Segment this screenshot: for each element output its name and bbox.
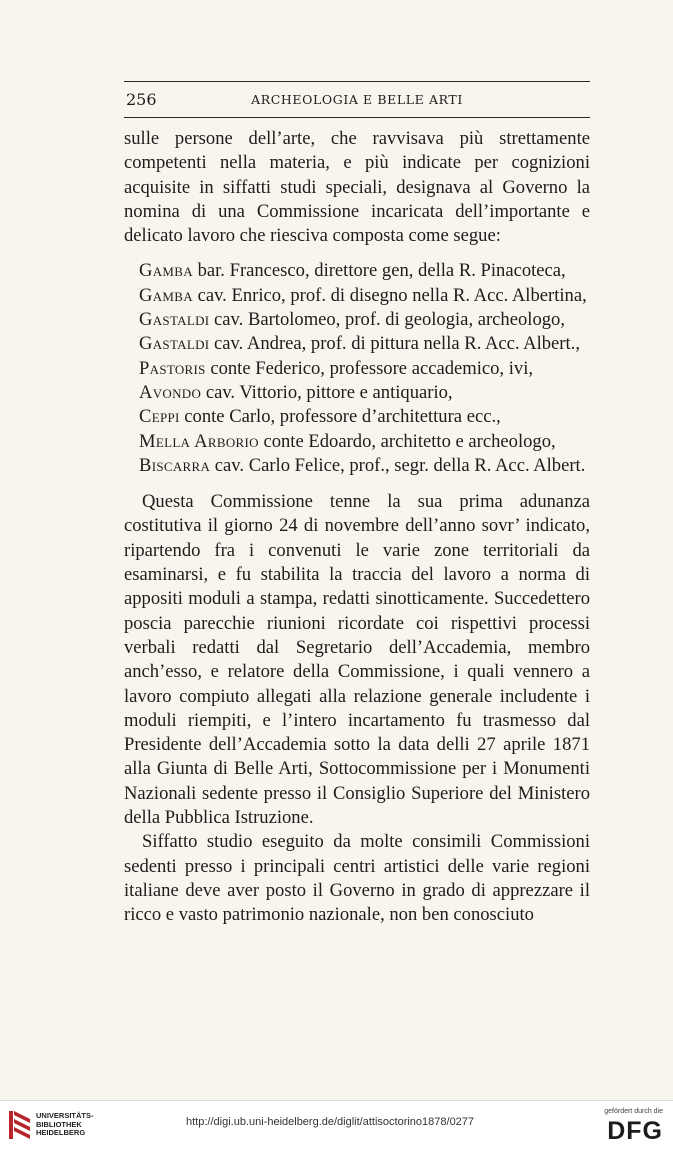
member-details: cav. Enrico, prof. di disegno nella R. Acc. Albertina,	[192, 284, 587, 306]
member-details: conte Carlo, professore d’architettura ecc.,	[179, 406, 501, 428]
member-name: Gamba	[139, 260, 193, 282]
viewer-footer	[0, 1100, 673, 1151]
member-list	[124, 259, 590, 478]
member-details: conte Edoardo, architetto e archeologo,	[258, 430, 556, 452]
member-details: cav. Vittorio, pittore e antiquario,	[201, 381, 453, 403]
header-rule-bottom	[124, 117, 590, 118]
member-name: Gastaldi	[139, 309, 210, 331]
member-details: conte Federico, professore accademico, ivi,	[205, 357, 534, 379]
member-item	[139, 430, 590, 454]
body-text	[124, 127, 590, 928]
library-line: BIBLIOTHEK	[36, 1119, 82, 1129]
paragraph-3: Siffatto studio eseguito da molte consimili Commissioni sedenti presso i principali centri artistici delle varie regioni italiane deve aver posto il Governo in grado di apprezzare il ricco e vasto patrimonio nazionale, non ben conosciuto	[124, 831, 590, 926]
member-name: Biscarra	[139, 454, 211, 476]
paragraph-1: sulle persone dell’arte, che ravvisava più strettamente competenti nella materia, e più indicate per cognizioni acquisite in siffatti studi speciali, designava al Governo la nomina di una Commissione incaricata dell’importante e delicato lavoro che riesciva composta come segue:	[124, 128, 590, 247]
member-item	[139, 454, 590, 478]
library-line: HEIDELBERG	[36, 1128, 86, 1137]
page-header	[124, 90, 590, 112]
member-details: cav. Carlo Felice, prof., segr. della R. Acc. Albert.	[210, 454, 586, 476]
member-details: cav. Andrea, prof. di pittura nella R. Acc. Albert.,	[209, 333, 580, 355]
member-details: cav. Bartolomeo, prof. di geologia, archeologo,	[209, 309, 565, 331]
running-title: ARCHEOLOGIA E BELLE ARTI	[251, 92, 463, 107]
member-details: bar. Francesco, direttore gen, della R. Pinacoteca,	[192, 260, 566, 282]
paragraph-2: Questa Commissione tenne la sua prima adunanza costitutiva il giorno 24 di novembre dell’anno sovr’ indicato, ripartendo fra i convenuti le varie zone territoriali da esaminarsi, e fu stabilita la traccia del lavoro a norma di appositi moduli a stampa, redatti sinotticamente. Succedettero poscia parecchie riunioni ricordate coi rispettivi processi verbali redatti dal Segretario dell’Accademia, membro anch’esso, e relatore della Commissione, i quali vennero a lavoro compiuto allegati alla relazione generale includente i moduli riempiti, e l’intero incartamento fu trasmesso dal Presidente dell’Accademia sotto la data delli 27 aprile 1871 alla Giunta di Belle Arti, Sottocommissione per i Monumenti Nazionali sedente presso il Consiglio Superiore del Ministero della Pubblica Istruzione.	[124, 491, 590, 829]
member-item	[139, 405, 590, 429]
library-logo-icon[interactable]	[8, 1109, 32, 1141]
dfg-logo[interactable]: DFG	[607, 1117, 663, 1145]
member-name: Ceppi	[139, 406, 180, 428]
member-item	[139, 259, 590, 283]
library-name[interactable]	[36, 1112, 94, 1138]
member-item	[139, 381, 590, 405]
member-item	[139, 357, 590, 381]
library-line: UNIVERSITÄTS-	[36, 1111, 94, 1120]
permalink-url[interactable]: http://digi.ub.uni-heidelberg.de/diglit/attisoctorino1878/0277	[186, 1116, 475, 1128]
member-item	[139, 308, 590, 332]
member-item	[139, 332, 590, 356]
header-rule-top	[124, 81, 590, 82]
member-name: Gamba	[139, 284, 193, 306]
member-item	[139, 284, 590, 308]
page-number: 256	[126, 90, 157, 109]
member-name: Gastaldi	[139, 333, 210, 355]
funding-note: gefördert durch die	[604, 1108, 663, 1115]
member-name: Avondo	[139, 381, 202, 403]
member-name: Mella Arborio	[139, 430, 259, 452]
member-name: Pastoris	[139, 357, 206, 379]
